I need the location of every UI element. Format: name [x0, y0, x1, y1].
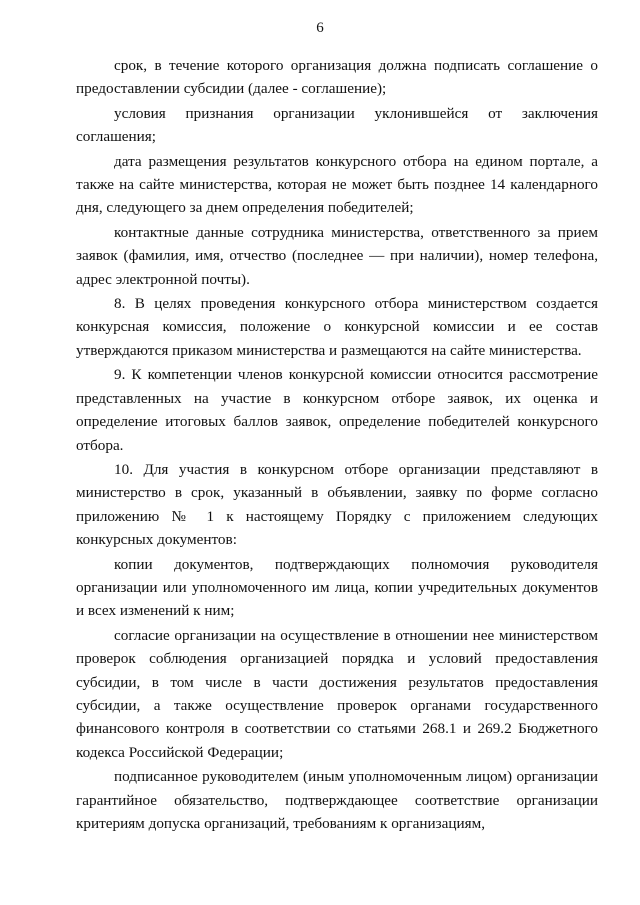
- page-number: 6: [316, 20, 324, 36]
- paragraph-item-10-participation: 10. Для участия в конкурсном отборе организации представляют в министерство в срок, указанный в объявлении, заявку по форме согласно приложению № 1 к настоящему Порядку с приложением следующих конкурсных документов:: [76, 460, 598, 549]
- paragraph-results-publication-date: дата размещения результатов конкурсного отбора на едином портале, а также на сайте министерства, которая не может быть позднее 14 календарного дня, следующего за днем определения победителей;: [76, 152, 598, 217]
- paragraph-inspection-consent: согласие организации на осуществление в отношении нее министерством проверок соблюдения организацией порядка и условий предоставления субсидии, в том числе в части достижения результатов предоставления субсидии, а также осуществление проверок органами государственного финансового контроля в соответствии со статьями 268.1 и 269.2 Бюджетного кодекса Российской Федерации;: [76, 626, 598, 761]
- paragraph-agreement-term: срок, в течение которого организация должна подписать соглашение о предоставлении субсидии (далее - соглашение);: [76, 57, 598, 98]
- paragraph-contact-details: контактные данные сотрудника министерства, ответственного за прием заявок (фамилия, имя, отчество (последнее — при наличии), номер телефона, адрес электронной почты).: [76, 223, 598, 288]
- paragraph-evasion-conditions: условия признания организации уклонившейся от заключения соглашения;: [76, 104, 598, 146]
- paragraph-item-9-competence: 9. К компетенции членов конкурсной комиссии относится рассмотрение представленных на участие в конкурсном отборе заявок, их оценка и определение итоговых баллов заявок, определение победителей конкурсного отбора.: [76, 366, 598, 454]
- paragraph-item-8-commission: 8. В целях проведения конкурсного отбора министерством создается конкурсная комиссия, положение о конкурсной комиссии и ее состав утверждаются приказом министерства и размещаются на сайте министерства.: [76, 295, 598, 359]
- paragraph-authority-documents: копии документов, подтверждающих полномочия руководителя организации или уполномоченного им лица, копии учредительных документов и всех изменений к ним;: [76, 555, 598, 620]
- paragraph-guarantee-obligation: подписанное руководителем (иным уполномоченным лицом) организации гарантийное обязательство, подтверждающее соответствие организации критериям допуска организаций, требованиям к организациям,: [76, 768, 598, 832]
- document-body: [76, 54, 598, 836]
